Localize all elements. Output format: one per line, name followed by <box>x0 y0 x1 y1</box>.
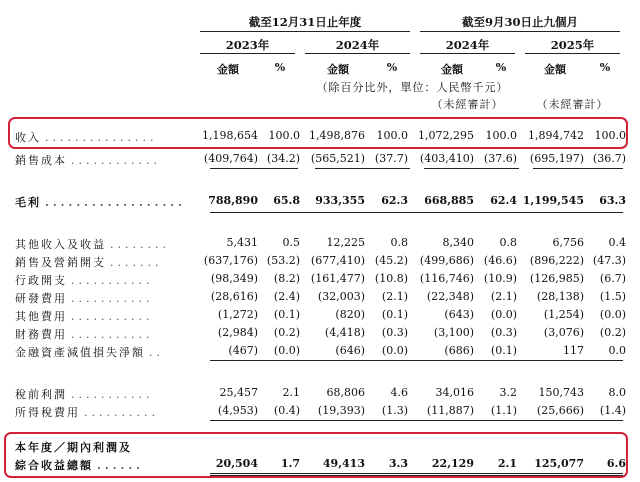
pct-cell: 3.2 <box>499 386 517 399</box>
amount-cell: (409,764) <box>203 152 258 165</box>
year-underline-3 <box>420 53 515 54</box>
amount-cell: (646) <box>335 344 365 357</box>
amount-cell: 668,885 <box>424 194 474 207</box>
pct-cell: (2.1) <box>490 290 517 303</box>
amount-cell: 25,457 <box>219 386 258 399</box>
pct-cell: (34.2) <box>266 152 300 165</box>
year-header-2025: 2025年 <box>550 38 595 52</box>
amount-cell: (1,254) <box>543 308 584 321</box>
amount-cell: 49,413 <box>322 457 365 470</box>
amount-cell: 12,225 <box>326 236 365 249</box>
pct-cell: (0.3) <box>381 326 408 339</box>
pct-cell: (6.7) <box>599 272 626 285</box>
amount-cell: (643) <box>444 308 474 321</box>
amount-cell: (22,348) <box>426 290 474 303</box>
total-label-line1: 本年度／期內利潤及 <box>15 441 132 454</box>
subtotal-rule <box>424 168 519 169</box>
amount-cell: (32,003) <box>317 290 365 303</box>
amount-cell: 125,077 <box>534 457 584 470</box>
amount-cell: (126,985) <box>529 272 584 285</box>
amount-cell: 1,894,742 <box>528 129 584 142</box>
amount-cell: 22,129 <box>431 457 474 470</box>
amount-cell: (1,272) <box>217 308 258 321</box>
pct-cell: (47.3) <box>592 254 626 267</box>
subtotal-rule <box>262 168 298 169</box>
pct-cell: 4.6 <box>390 386 408 399</box>
amount-cell: (28,616) <box>210 290 258 303</box>
gross-profit-rule <box>210 212 623 213</box>
amount-cell: (637,176) <box>203 254 258 267</box>
pct-header: % <box>386 61 398 74</box>
unaudited-note-2025: （未經審計） <box>536 98 609 111</box>
pct-cell: 2.1 <box>282 386 300 399</box>
amount-cell: (4,418) <box>324 326 365 339</box>
amount-header: 金額 <box>327 63 349 76</box>
pct-cell: (37.7) <box>374 152 408 165</box>
group-underline-9m <box>420 31 620 32</box>
pct-cell: (8.2) <box>273 272 300 285</box>
amount-cell: (820) <box>335 308 365 321</box>
table-row-income-tax <box>0 402 640 422</box>
pct-cell: 100.0 <box>485 129 517 142</box>
pct-cell: (0.3) <box>490 326 517 339</box>
pct-header: % <box>495 61 507 74</box>
year-underline-1 <box>200 53 295 54</box>
table-row-other-expenses <box>0 306 640 326</box>
amount-cell: (2,984) <box>217 326 258 339</box>
amount-cell: (695,197) <box>529 152 584 165</box>
year-header-2023: 2023年 <box>225 38 270 52</box>
amount-cell: (161,477) <box>310 272 365 285</box>
pct-cell: (46.6) <box>483 254 517 267</box>
table-row-impairment <box>0 342 640 362</box>
pct-cell: 100.0 <box>268 129 300 142</box>
row-label: 毛利 .................. <box>15 196 186 209</box>
amount-header: 金額 <box>441 63 463 76</box>
pct-cell: (0.1) <box>490 344 517 357</box>
pct-cell: (53.2) <box>266 254 300 267</box>
pct-cell: 0.4 <box>608 236 626 249</box>
amount-cell: (467) <box>228 344 258 357</box>
group-header-nine-months: 截至9月30日止九個月 <box>461 15 578 29</box>
pct-cell: (2.1) <box>381 290 408 303</box>
amount-cell: 6,756 <box>552 236 584 249</box>
pct-cell: 0.8 <box>390 236 408 249</box>
amount-cell: (3,076) <box>543 326 584 339</box>
pct-cell: 100.0 <box>376 129 408 142</box>
pct-cell: 8.0 <box>608 386 626 399</box>
pct-cell: (36.7) <box>592 152 626 165</box>
amount-cell: (403,410) <box>419 152 474 165</box>
pct-cell: (2.4) <box>273 290 300 303</box>
row-label: 收入 ............... <box>15 131 158 144</box>
amount-cell: 1,072,295 <box>418 129 474 142</box>
amount-cell: 8,340 <box>442 236 474 249</box>
pct-cell: 3.3 <box>388 457 408 470</box>
year-header-2024-fy: 2024年 <box>335 38 380 52</box>
row-label: 稅前利潤 ........... <box>15 388 154 401</box>
subtotal-rule <box>315 168 410 169</box>
row-label: 金融資產減值損失淨額 .. <box>15 346 164 359</box>
amount-cell: 117 <box>563 344 584 357</box>
table-row-rnd-expenses <box>0 288 640 308</box>
total-double-rule <box>210 473 623 476</box>
pct-cell: (0.4) <box>273 404 300 417</box>
amount-cell: 150,743 <box>538 386 584 399</box>
amount-cell: 68,806 <box>326 386 365 399</box>
pct-cell: (0.1) <box>381 308 408 321</box>
row-label: 財務費用 ........... <box>15 328 154 341</box>
amount-cell: 20,504 <box>215 457 258 470</box>
row-label: 行政開支 ........... <box>15 274 154 287</box>
amount-cell: 933,355 <box>315 194 365 207</box>
pct-cell: (0.1) <box>273 308 300 321</box>
pct-header: % <box>599 61 611 74</box>
amount-cell: (11,887) <box>426 404 474 417</box>
group-header-fiscal-year: 截至12月31日止年度 <box>248 15 362 29</box>
pct-cell: 63.3 <box>599 194 626 207</box>
pct-cell: 6.6 <box>606 457 626 470</box>
year-underline-2 <box>305 53 410 54</box>
pct-cell: (0.0) <box>381 344 408 357</box>
row-label: 銷售及營銷開支 ....... <box>15 256 163 269</box>
pct-cell: 0.8 <box>499 236 517 249</box>
amount-cell: 34,016 <box>435 386 474 399</box>
table-row-admin-expenses <box>0 270 640 290</box>
pct-cell: 1.7 <box>280 457 300 470</box>
unaudited-note-2024: （未經審計） <box>431 98 504 111</box>
year-header-2024-9m: 2024年 <box>445 38 490 52</box>
pct-cell: 0.0 <box>608 344 626 357</box>
pct-cell: (1.5) <box>599 290 626 303</box>
subtotal-rule <box>210 420 623 421</box>
pct-cell: (0.2) <box>273 326 300 339</box>
amount-cell: (28,138) <box>536 290 584 303</box>
pct-cell: 62.3 <box>381 194 408 207</box>
pct-cell: 2.1 <box>497 457 517 470</box>
pct-cell: (0.0) <box>490 308 517 321</box>
amount-cell: (3,100) <box>433 326 474 339</box>
amount-cell: (4,953) <box>217 404 258 417</box>
total-label-line2: 綜合收益總額 ...... <box>15 459 144 472</box>
row-label: 研發費用 ........... <box>15 292 154 305</box>
row-label: 其他收入及收益 ........ <box>15 238 170 251</box>
amount-cell: (896,222) <box>529 254 584 267</box>
amount-cell: (565,521) <box>310 152 365 165</box>
amount-cell: (98,349) <box>210 272 258 285</box>
amount-cell: 1,198,654 <box>202 129 258 142</box>
pct-cell: (0.0) <box>599 308 626 321</box>
amount-cell: (25,666) <box>536 404 584 417</box>
group-underline-fy <box>200 31 410 32</box>
table-row-other-income <box>0 234 640 254</box>
amount-cell: (686) <box>444 344 474 357</box>
table-row-revenue <box>0 127 640 147</box>
table-row-total-comprehensive-income <box>0 437 640 477</box>
amount-header: 金額 <box>544 63 566 76</box>
amount-cell: (677,410) <box>310 254 365 267</box>
pct-cell: 0.5 <box>282 236 300 249</box>
pct-cell: (1.4) <box>599 404 626 417</box>
table-row-finance-costs <box>0 324 640 344</box>
pct-cell: (45.2) <box>374 254 408 267</box>
pct-cell: (37.6) <box>483 152 517 165</box>
pct-cell: (0.2) <box>599 326 626 339</box>
pct-header: % <box>274 61 286 74</box>
amount-cell: (499,686) <box>419 254 474 267</box>
pct-cell: (0.0) <box>273 344 300 357</box>
amount-cell: 788,890 <box>208 194 258 207</box>
amount-cell: (116,746) <box>419 272 474 285</box>
pct-cell: (1.1) <box>490 404 517 417</box>
row-label: 其他費用 ........... <box>15 310 154 323</box>
amount-cell: 1,199,545 <box>522 194 584 207</box>
pct-cell: (1.3) <box>381 404 408 417</box>
amount-cell: 1,498,876 <box>309 129 365 142</box>
year-underline-4 <box>525 53 620 54</box>
table-row-cost-of-sales <box>0 150 640 170</box>
table-row-gross-profit <box>0 192 640 212</box>
amount-cell: (19,393) <box>317 404 365 417</box>
pct-cell: 65.8 <box>273 194 300 207</box>
table-row-selling-expenses <box>0 252 640 272</box>
pct-cell: 100.0 <box>594 129 626 142</box>
subtotal-rule <box>533 168 623 169</box>
amount-cell: 5,431 <box>226 236 258 249</box>
row-label: 所得稅費用 .......... <box>15 406 159 419</box>
row-label: 銷售成本 ............ <box>15 154 161 167</box>
pct-cell: (10.9) <box>483 272 517 285</box>
pct-cell: 62.4 <box>490 194 517 207</box>
amount-header: 金額 <box>217 63 239 76</box>
table-row-profit-before-tax <box>0 384 640 404</box>
pct-cell: (10.8) <box>374 272 408 285</box>
subtotal-rule <box>210 360 623 361</box>
unit-note: （除百分比外，單位：人民幣千元） <box>316 81 509 94</box>
